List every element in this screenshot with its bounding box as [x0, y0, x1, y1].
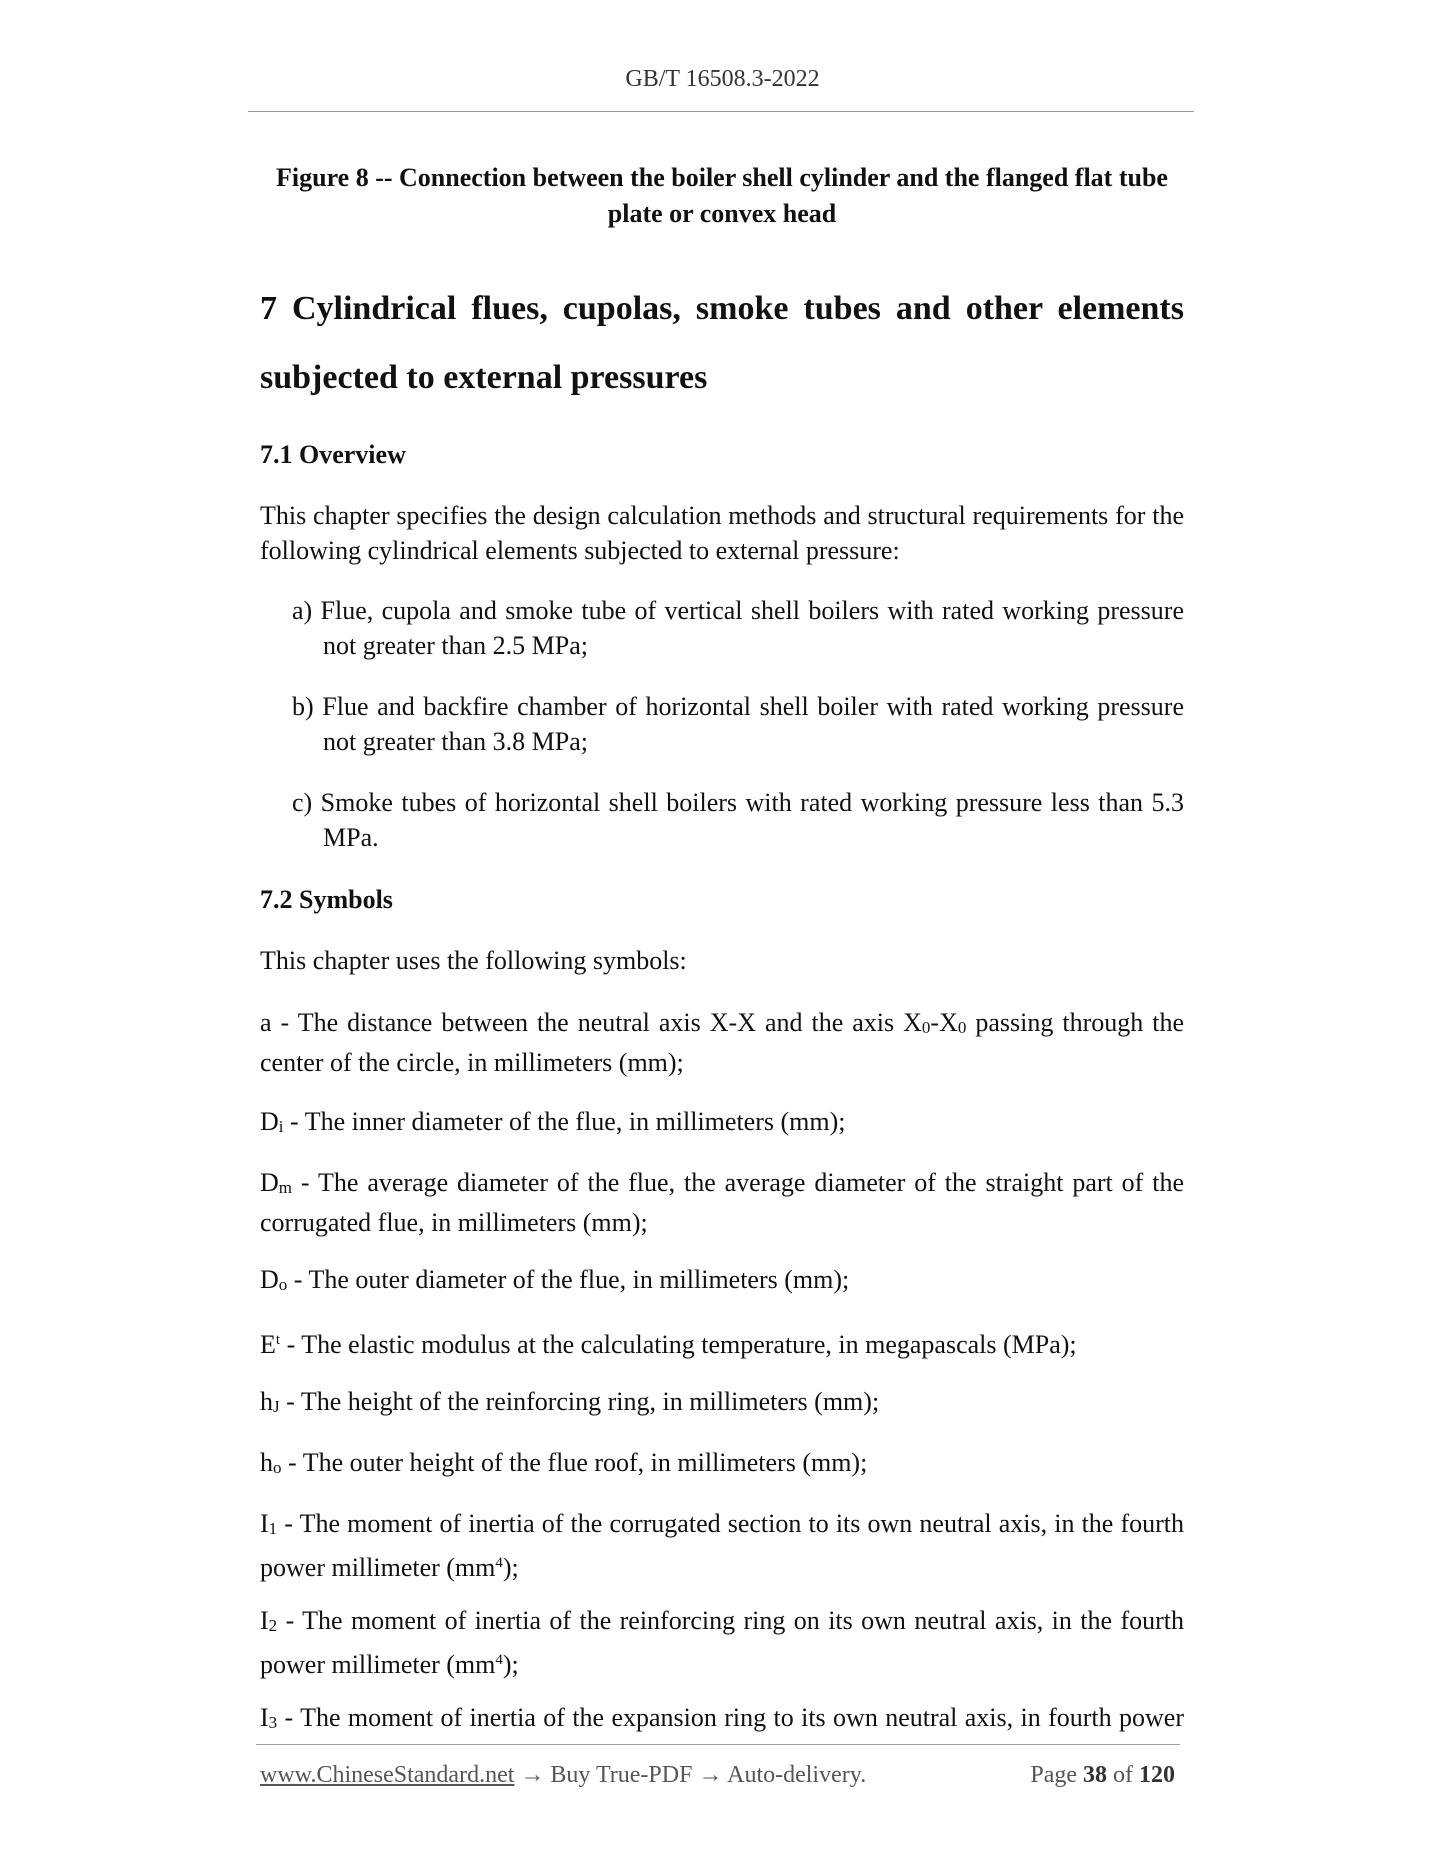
- symbol-ho-sub: o: [273, 1458, 282, 1477]
- symbol-a-name: a: [260, 1008, 272, 1037]
- symbol-hj-sub: J: [273, 1397, 280, 1416]
- figure-caption: [260, 160, 1184, 232]
- symbol-i2-unit-sup: 4: [495, 1652, 503, 1668]
- symbol-ho-desc: - The outer height of the flue roof, in millimeters (mm);: [281, 1448, 868, 1477]
- symbol-entry-ho: [260, 1445, 1184, 1485]
- section-heading-7-2: 7.2 Symbols: [260, 885, 393, 914]
- chinese-standard-link[interactable]: www.ChineseStandard.net: [260, 1762, 515, 1788]
- symbol-et-base: E: [260, 1330, 276, 1359]
- symbol-entry-a: [260, 1005, 1184, 1080]
- header-divider: [248, 111, 1194, 112]
- symbol-i2-end: );: [502, 1650, 519, 1679]
- figure-caption-line-1: Figure 8 -- Connection between the boiler shell cylinder and the flanged flat tube: [276, 163, 1168, 192]
- symbol-dm-base: D: [260, 1168, 279, 1197]
- symbol-a-end: passing through the center of the circle, in millimeters (mm);: [260, 1008, 1184, 1077]
- chapter-title-line-2: subjected to external pressures: [260, 359, 708, 396]
- symbol-entry-do: [260, 1262, 1184, 1302]
- symbol-dm-desc: - The average diameter of the flue, the average diameter of the straight part of the corrugated flue, in millimeters (mm);: [260, 1168, 1184, 1237]
- symbol-i2-base: I: [260, 1606, 269, 1635]
- symbol-a-mid: -X: [930, 1008, 958, 1037]
- symbol-entry-et: [260, 1323, 1184, 1362]
- symbol-i1-base: I: [260, 1509, 269, 1538]
- symbol-i2-desc: - The moment of inertia of the reinforcing ring on its own neutral axis, in the fourth power millimeter (mm: [260, 1606, 1184, 1679]
- symbol-dm-sub: m: [278, 1178, 293, 1197]
- symbol-entry-i2: [260, 1603, 1184, 1682]
- symbol-entry-i3: [260, 1700, 1184, 1740]
- page-word: Page: [1030, 1762, 1077, 1788]
- overview-intro-paragraph: This chapter specifies the design calculation methods and structural requirements for the following cylindrical elements subjected to external pressure:: [260, 501, 1184, 565]
- list-item-c: [292, 785, 1184, 855]
- footer-purchase-text: → Buy True-PDF → Auto-delivery.: [514, 1762, 867, 1788]
- symbol-i3-desc: - The moment of inertia of the expansion ring to its own neutral axis, in fourth power: [277, 1703, 1184, 1732]
- symbol-do-sub: o: [278, 1275, 288, 1294]
- symbol-i1-end: );: [502, 1553, 519, 1582]
- symbol-i1-desc: - The moment of inertia of the corrugated section to its own neutral axis, in the fourth power millimeter (mm: [260, 1509, 1184, 1582]
- symbol-i2-sub: 2: [268, 1616, 278, 1635]
- section-heading-7-1: 7.1 Overview: [260, 440, 406, 469]
- list-item-b: [292, 689, 1184, 759]
- symbol-i3-sub: 3: [268, 1713, 278, 1732]
- document-code-header: GB/T 16508.3-2022: [625, 66, 820, 92]
- symbol-a-desc: - The distance between the neutral axis X-X and the axis X: [271, 1008, 922, 1037]
- list-item-a-line-2: not greater than 2.5 MPa;: [323, 631, 588, 660]
- symbol-et-desc: - The elastic modulus at the calculating temperature, in megapascals (MPa);: [280, 1330, 1077, 1359]
- symbol-i1-sub: 1: [268, 1519, 278, 1538]
- list-item-c-line-2: MPa.: [323, 823, 379, 852]
- list-item-b-line-2: not greater than 3.8 MPa;: [323, 727, 588, 756]
- symbol-et-sup: t: [275, 1332, 281, 1348]
- list-item-a-line-1: a) Flue, cupola and smoke tube of vertical shell boilers with rated working pressure: [292, 596, 1184, 625]
- chapter-title: [260, 274, 1184, 412]
- list-item-c-line-1: c) Smoke tubes of horizontal shell boilers with rated working pressure less than 5.3: [292, 788, 1184, 817]
- symbols-intro-paragraph: This chapter uses the following symbols:: [260, 946, 687, 975]
- symbol-entry-hj: [260, 1384, 1184, 1424]
- symbol-entry-i1: [260, 1506, 1184, 1585]
- footer-purchase-note: [260, 1762, 866, 1789]
- symbol-do-desc: - The outer diameter of the flue, in millimeters (mm);: [287, 1265, 850, 1294]
- page-indicator: [1030, 1762, 1175, 1789]
- symbol-di-desc: - The inner diameter of the flue, in millimeters (mm);: [283, 1107, 846, 1136]
- symbol-a-sub-1: 0: [921, 1018, 931, 1037]
- symbol-a-sub-2: 0: [957, 1018, 967, 1037]
- symbol-entry-di: [260, 1104, 1184, 1144]
- symbol-i1-unit-sup: 4: [495, 1555, 503, 1571]
- list-item-a: [292, 593, 1184, 663]
- list-item-b-line-1: b) Flue and backfire chamber of horizontal shell boiler with rated working pressure: [292, 692, 1184, 721]
- of-word: of: [1113, 1762, 1133, 1788]
- chapter-title-line-1: 7 Cylindrical flues, cupolas, smoke tubes and other elements: [260, 290, 1184, 327]
- symbol-hj-base: h: [260, 1387, 273, 1416]
- footer-divider: [256, 1744, 1180, 1745]
- symbol-di-sub: i: [278, 1117, 284, 1136]
- symbol-hj-desc: - The height of the reinforcing ring, in millimeters (mm);: [279, 1387, 880, 1416]
- symbol-ho-base: h: [260, 1448, 273, 1477]
- symbol-entry-dm: [260, 1165, 1184, 1240]
- symbol-di-base: D: [260, 1107, 279, 1136]
- total-page-count: 120: [1139, 1762, 1175, 1788]
- figure-caption-line-2: plate or convex head: [607, 199, 837, 228]
- current-page-number: 38: [1083, 1762, 1107, 1788]
- symbol-do-base: D: [260, 1265, 279, 1294]
- symbol-i3-base: I: [260, 1703, 269, 1732]
